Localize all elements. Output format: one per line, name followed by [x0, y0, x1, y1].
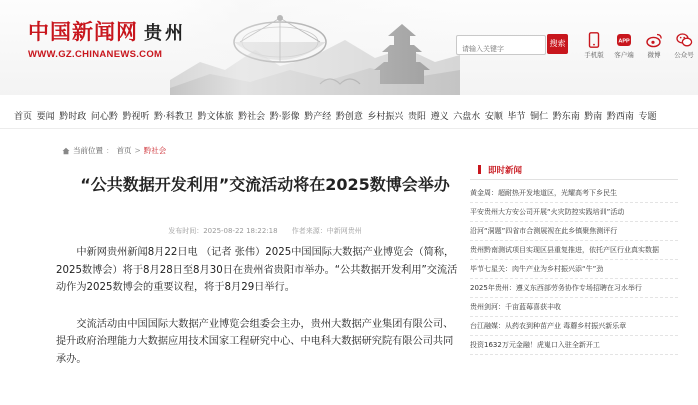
- news-list-item[interactable]: 沿河“洞题”四省市合测展视在此乡镇聚焦测评行: [470, 222, 678, 241]
- tool-label-app: 客户端: [614, 51, 634, 59]
- sidebar-header: [470, 160, 678, 180]
- main-nav: [0, 104, 698, 126]
- article-title: “公共数据开发利用”交流活动将在2025数博会举办: [80, 175, 450, 194]
- article-meta: [70, 226, 460, 236]
- article-body: [56, 244, 458, 387]
- sidebar-title: 即时新闻: [488, 166, 523, 176]
- tool-label-wechat: 公众号: [674, 51, 694, 59]
- nav-item-culture-tourism[interactable]: 黔文体旅: [197, 111, 234, 122]
- logo-text: 中国新闻网: [28, 19, 138, 44]
- nav-divider: [0, 128, 698, 129]
- nav-item-politics[interactable]: 黔时政: [59, 111, 87, 122]
- nav-item-video[interactable]: 黔视听: [122, 111, 150, 122]
- nav-item-rural[interactable]: 乡村振兴: [367, 111, 404, 122]
- weibo-icon: [646, 32, 663, 48]
- logo-region: 贵州: [144, 23, 186, 44]
- news-list-item[interactable]: 投资1632万元金融！虎嵬口入驻全新开工: [470, 336, 678, 355]
- nav-item-photo[interactable]: 黔·影像: [269, 111, 300, 122]
- article-publish-time: 发布时间：2025-08-22 18:22:18: [168, 227, 278, 235]
- nav-item-qiannan[interactable]: 黔南: [584, 111, 603, 122]
- search-box: [456, 35, 546, 55]
- nav-item-qiandongnan[interactable]: 黔东南: [552, 111, 580, 122]
- nav-item-zunyi[interactable]: 遵义: [430, 111, 449, 122]
- news-list-item[interactable]: 毕节七星关：肉牛产业为乡村振兴添“牛”劲: [470, 260, 678, 279]
- nav-item-liupanshui[interactable]: 六盘水: [453, 111, 481, 122]
- site-logo[interactable]: [28, 20, 186, 60]
- svg-text:APP: APP: [618, 38, 630, 45]
- nav-item-headlines[interactable]: 要闻: [36, 111, 55, 122]
- wechat-icon: [676, 32, 693, 48]
- nav-item-creative[interactable]: 黔创意: [335, 111, 363, 122]
- nav-item-society[interactable]: 黔社会: [238, 111, 266, 122]
- breadcrumb-home[interactable]: 首页: [116, 146, 132, 155]
- news-list-item[interactable]: 黄金周：超耐热开发地道区，光耀高考下乡民生: [470, 184, 678, 203]
- news-list: [470, 180, 678, 355]
- nav-item-science-edu-health[interactable]: 黔·科教卫: [154, 111, 193, 122]
- nav-item-anshun[interactable]: 安顺: [484, 111, 503, 122]
- nav-item-economy[interactable]: 黔产经: [304, 111, 332, 122]
- app-icon: [616, 32, 632, 48]
- nav-item-bijie[interactable]: 毕节: [507, 111, 526, 122]
- nav-item-home[interactable]: 首页: [14, 111, 33, 122]
- home-icon: [62, 147, 70, 155]
- news-list-item[interactable]: 2025年贵州：遵义东西部劳务协作专场招聘在习水举行: [470, 279, 678, 298]
- mobile-version-link[interactable]: [583, 32, 605, 59]
- nav-item-tongren[interactable]: 铜仁: [530, 111, 549, 122]
- breadcrumb-separator: >: [134, 146, 141, 155]
- search-button[interactable]: 搜索: [547, 34, 568, 54]
- nav-item-wenxin[interactable]: 问心黔: [90, 111, 118, 122]
- article-paragraph: 中新网贵州新闻8月22日电 （记者 张伟）2025中国国际大数据产业博览会（简称，2025数博会）将于8月28日至8月30日在贵州省贵阳市举办。“公共数据开发利用”交流活动作为2025数博会的重要议程，将于8月29日举行。: [56, 247, 458, 293]
- logo-url: WWW.GZ.CHINANEWS.COM: [28, 49, 163, 60]
- breadcrumb: [62, 145, 166, 156]
- tool-label-mobile: 手机版: [584, 51, 604, 59]
- article-paragraph: 交流活动由中国国际大数据产业博览会组委会主办，贵州大数据产业集团有限公司、提升政府治理能力大数据应用技术国家工程研究中心、中电科大数据研究院有限公司共同承办。: [56, 318, 454, 365]
- tool-label-weibo: 微博: [647, 51, 661, 59]
- header-tools: [583, 32, 695, 59]
- phone-icon: [588, 32, 600, 48]
- news-list-item[interactable]: 台江融媒：从药农到种苗产业 毒蘑乡村振兴新乐章: [470, 317, 678, 336]
- nav-item-topics[interactable]: 专题: [638, 111, 657, 122]
- news-list-item[interactable]: 贵州剑河：千亩蓝莓喜获丰收: [470, 298, 678, 317]
- search-input[interactable]: [457, 41, 544, 57]
- breadcrumb-current[interactable]: 黔社会: [143, 146, 167, 155]
- breadcrumb-label: 当前位置: [73, 146, 103, 155]
- news-list-item[interactable]: 贵州黔南测试项目实现区县重复推进，依托产区行业真实数据: [470, 241, 678, 260]
- nav-item-guiyang[interactable]: 贵阳: [408, 111, 427, 122]
- app-client-link[interactable]: [613, 32, 635, 59]
- article-source: 作者来源：中新网贵州: [291, 227, 362, 235]
- header-banner-illustration: [170, 0, 460, 95]
- nav-item-qianxinan[interactable]: 黔西南: [606, 111, 634, 122]
- sidebar-latest-news: [470, 160, 678, 355]
- wechat-official-link[interactable]: [673, 32, 695, 59]
- weibo-link[interactable]: [643, 32, 665, 59]
- site-header: [0, 0, 698, 95]
- breadcrumb-separator: ：: [106, 146, 114, 155]
- news-list-item[interactable]: 平安贵州大方安公司开展“火灾防控实践培训”活动: [470, 203, 678, 222]
- sidebar-accent-bar: [478, 165, 481, 174]
